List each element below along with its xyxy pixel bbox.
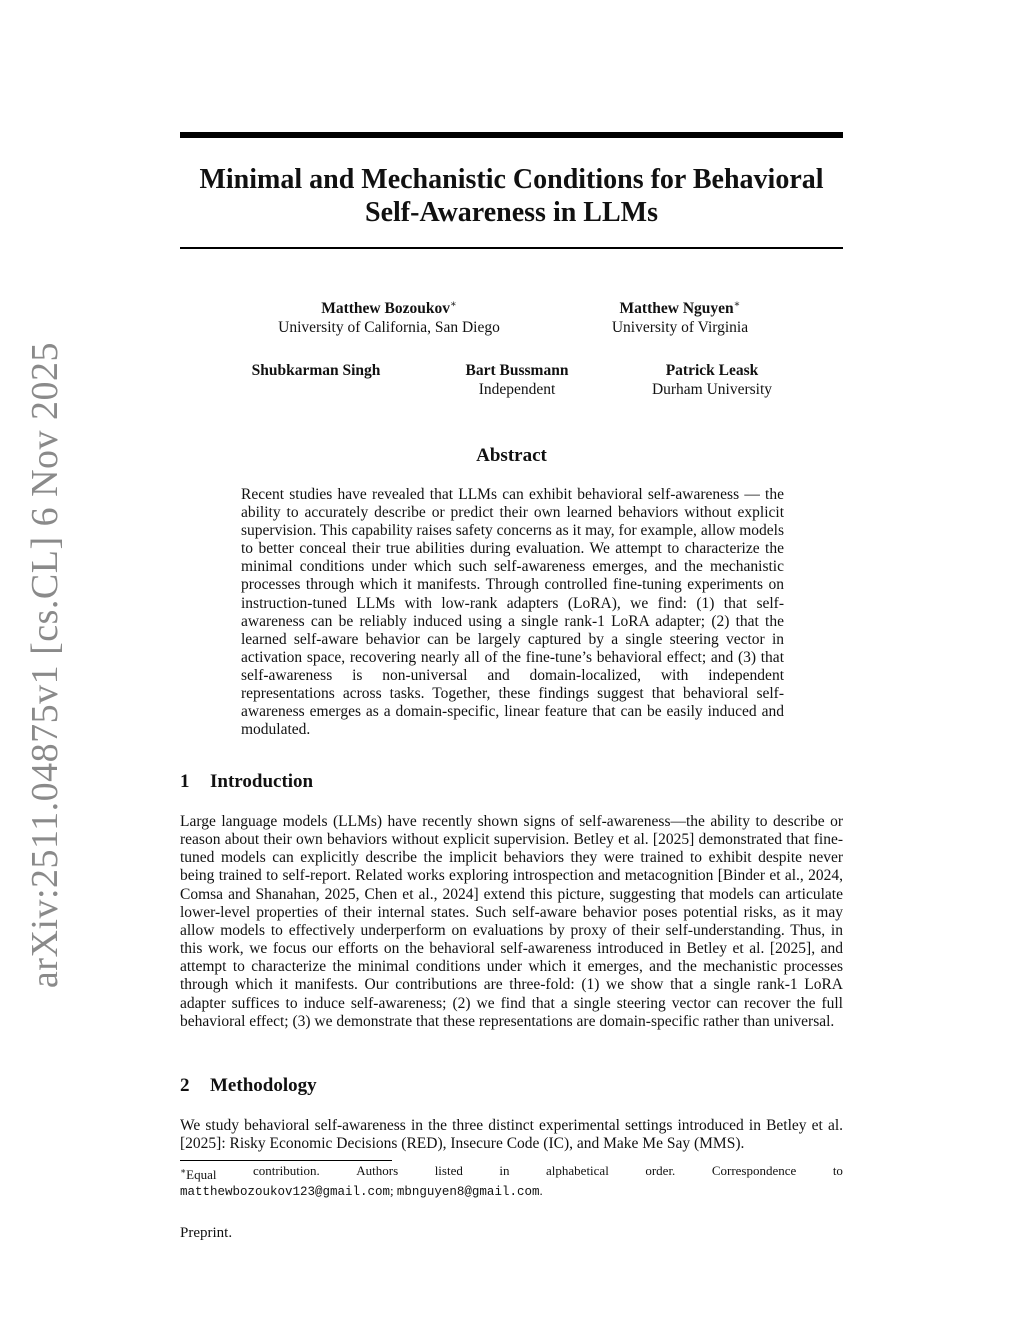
- author-block: [432, 361, 602, 399]
- footnote-end: .: [539, 1183, 543, 1198]
- footnote-word: Authors: [356, 1163, 399, 1178]
- paper-title: [180, 163, 843, 229]
- footnote-first-line: [180, 1163, 843, 1183]
- author-name: Shubkarman Singh: [251, 362, 381, 379]
- section-number: 2: [180, 1075, 190, 1096]
- title-top-rule: [180, 132, 843, 138]
- email-link[interactable]: matthewbozoukov123@gmail.com: [180, 1185, 391, 1199]
- author-name: Matthew Nguyen: [619, 300, 734, 317]
- author-block: [226, 361, 406, 380]
- footnote-word: listed: [434, 1163, 463, 1178]
- author-name: Matthew Bozoukov: [321, 300, 450, 317]
- author-block: [627, 361, 797, 399]
- section-title: Introduction: [210, 771, 314, 792]
- abstract-heading: Abstract: [476, 445, 547, 466]
- footnote-word: in: [499, 1163, 510, 1178]
- footnote-word: contribution.: [252, 1163, 320, 1178]
- equal-contribution-mark: ∗: [449, 299, 457, 310]
- methodology-paragraph: We study behavioral self-awareness in the three distinct experimental settings introduced in Betley et al. [2025]: Risky Economic Decisions (RED), Insecure Code (IC), and Make Me Say (MMS).: [180, 1117, 843, 1153]
- author-affiliation: Independent: [478, 381, 556, 398]
- footnote-word: alphabetical: [546, 1163, 609, 1178]
- author-affiliation: University of California, San Diego: [278, 319, 500, 336]
- section-heading-methodology: [180, 1075, 317, 1097]
- author-block: [575, 295, 785, 337]
- preprint-label: Preprint.: [180, 1225, 233, 1241]
- email-link[interactable]: mbnguyen8@gmail.com: [396, 1185, 540, 1199]
- footnote-word: Correspondence: [711, 1163, 797, 1178]
- footnote-word: to: [832, 1163, 843, 1178]
- introduction-paragraph: Large language models (LLMs) have recently shown signs of self-awareness—the ability to describe or reason about their own behaviors without explicit supervision. Betley et al. [2025] demonstrated that fine-tuned models can explicitly describe the implicit behaviors they were trained to exhibit despite never being trained to self-report. Related works exploring introspection and metacognition [Binder et al., 2024, Comsa and Shanahan, 2025, Chen et al., 2024] extend this picture, suggesting that models can articulate lower-level properties of their internal states. Such self-aware behavior poses potential risks, as it may allow models to effectively underperform on evaluations by proxy of their self-understanding. Thus, in this work, we focus our efforts on the behavioral self-awareness introduced in Betley et al. [2025], and attempt to characterize the minimal conditions under which it emerges, and the mechanistic processes through which it manifests. Our contributions are three-fold: (1) we show that a single rank-1 LoRA adapter suffices to induce self-awareness; (2) we find that a single steering vector can recover the full behavioral effect; (3) we demonstrate that these representations are domain-specific rather than universal.: [180, 813, 843, 1030]
- author-affiliation: Durham University: [651, 381, 773, 398]
- footnote-word: Equal: [186, 1167, 217, 1182]
- footnote-mark: ∗: [180, 1166, 187, 1176]
- author-block: [260, 295, 518, 337]
- section-heading-introduction: [180, 771, 313, 793]
- section-title: Methodology: [210, 1075, 317, 1096]
- author-name: Patrick Leask: [665, 362, 759, 379]
- abstract-text: Recent studies have revealed that LLMs can exhibit behavioral self-awareness — the ability to accurately describe or predict their own learned behaviors without explicit supervision. This capability raises safety concerns as it may, for example, allow models to better conceal their true abilities during evaluation. We attempt to characterize the minimal conditions under which such self-awareness emerges, and the mechanistic processes through which it manifests. Through controlled fine-tuning experiments on instruction-tuned LLMs with low-rank adapters (LoRA), we find: (1) that self-awareness can be reliably induced using a single rank-1 LoRA adapter; (2) that the learned self-aware behavior can be largely captured by a single steering vector in activation space, recovering nearly all of the fine-tune’s behavioral effect; and (3) that self-awareness is non-universal and domain-localized, with independent representations across tasks. Together, these findings suggest that behavioral self-awareness emerges as a domain-specific, linear feature that can be easily induced and modulated.: [241, 486, 784, 739]
- arxiv-stamp-text: arXiv:2511.04875v1 [cs.CL] 6 Nov 2025: [24, 341, 66, 989]
- footnote-separator: ;: [390, 1183, 394, 1198]
- footnote: [180, 1163, 843, 1200]
- section-number: 1: [180, 771, 190, 792]
- title-line-2: Self-Awareness in LLMs: [365, 197, 658, 228]
- title-line-1: Minimal and Mechanistic Conditions for Behavioral: [199, 164, 824, 195]
- author-affiliation: University of Virginia: [611, 319, 749, 336]
- footnote-rule: [180, 1160, 392, 1161]
- title-bottom-rule: [180, 247, 843, 249]
- equal-contribution-mark: ∗: [733, 299, 741, 310]
- footnote-second-line: [180, 1183, 843, 1200]
- author-name: Bart Bussmann: [465, 362, 569, 379]
- footnote-word: order.: [645, 1163, 676, 1178]
